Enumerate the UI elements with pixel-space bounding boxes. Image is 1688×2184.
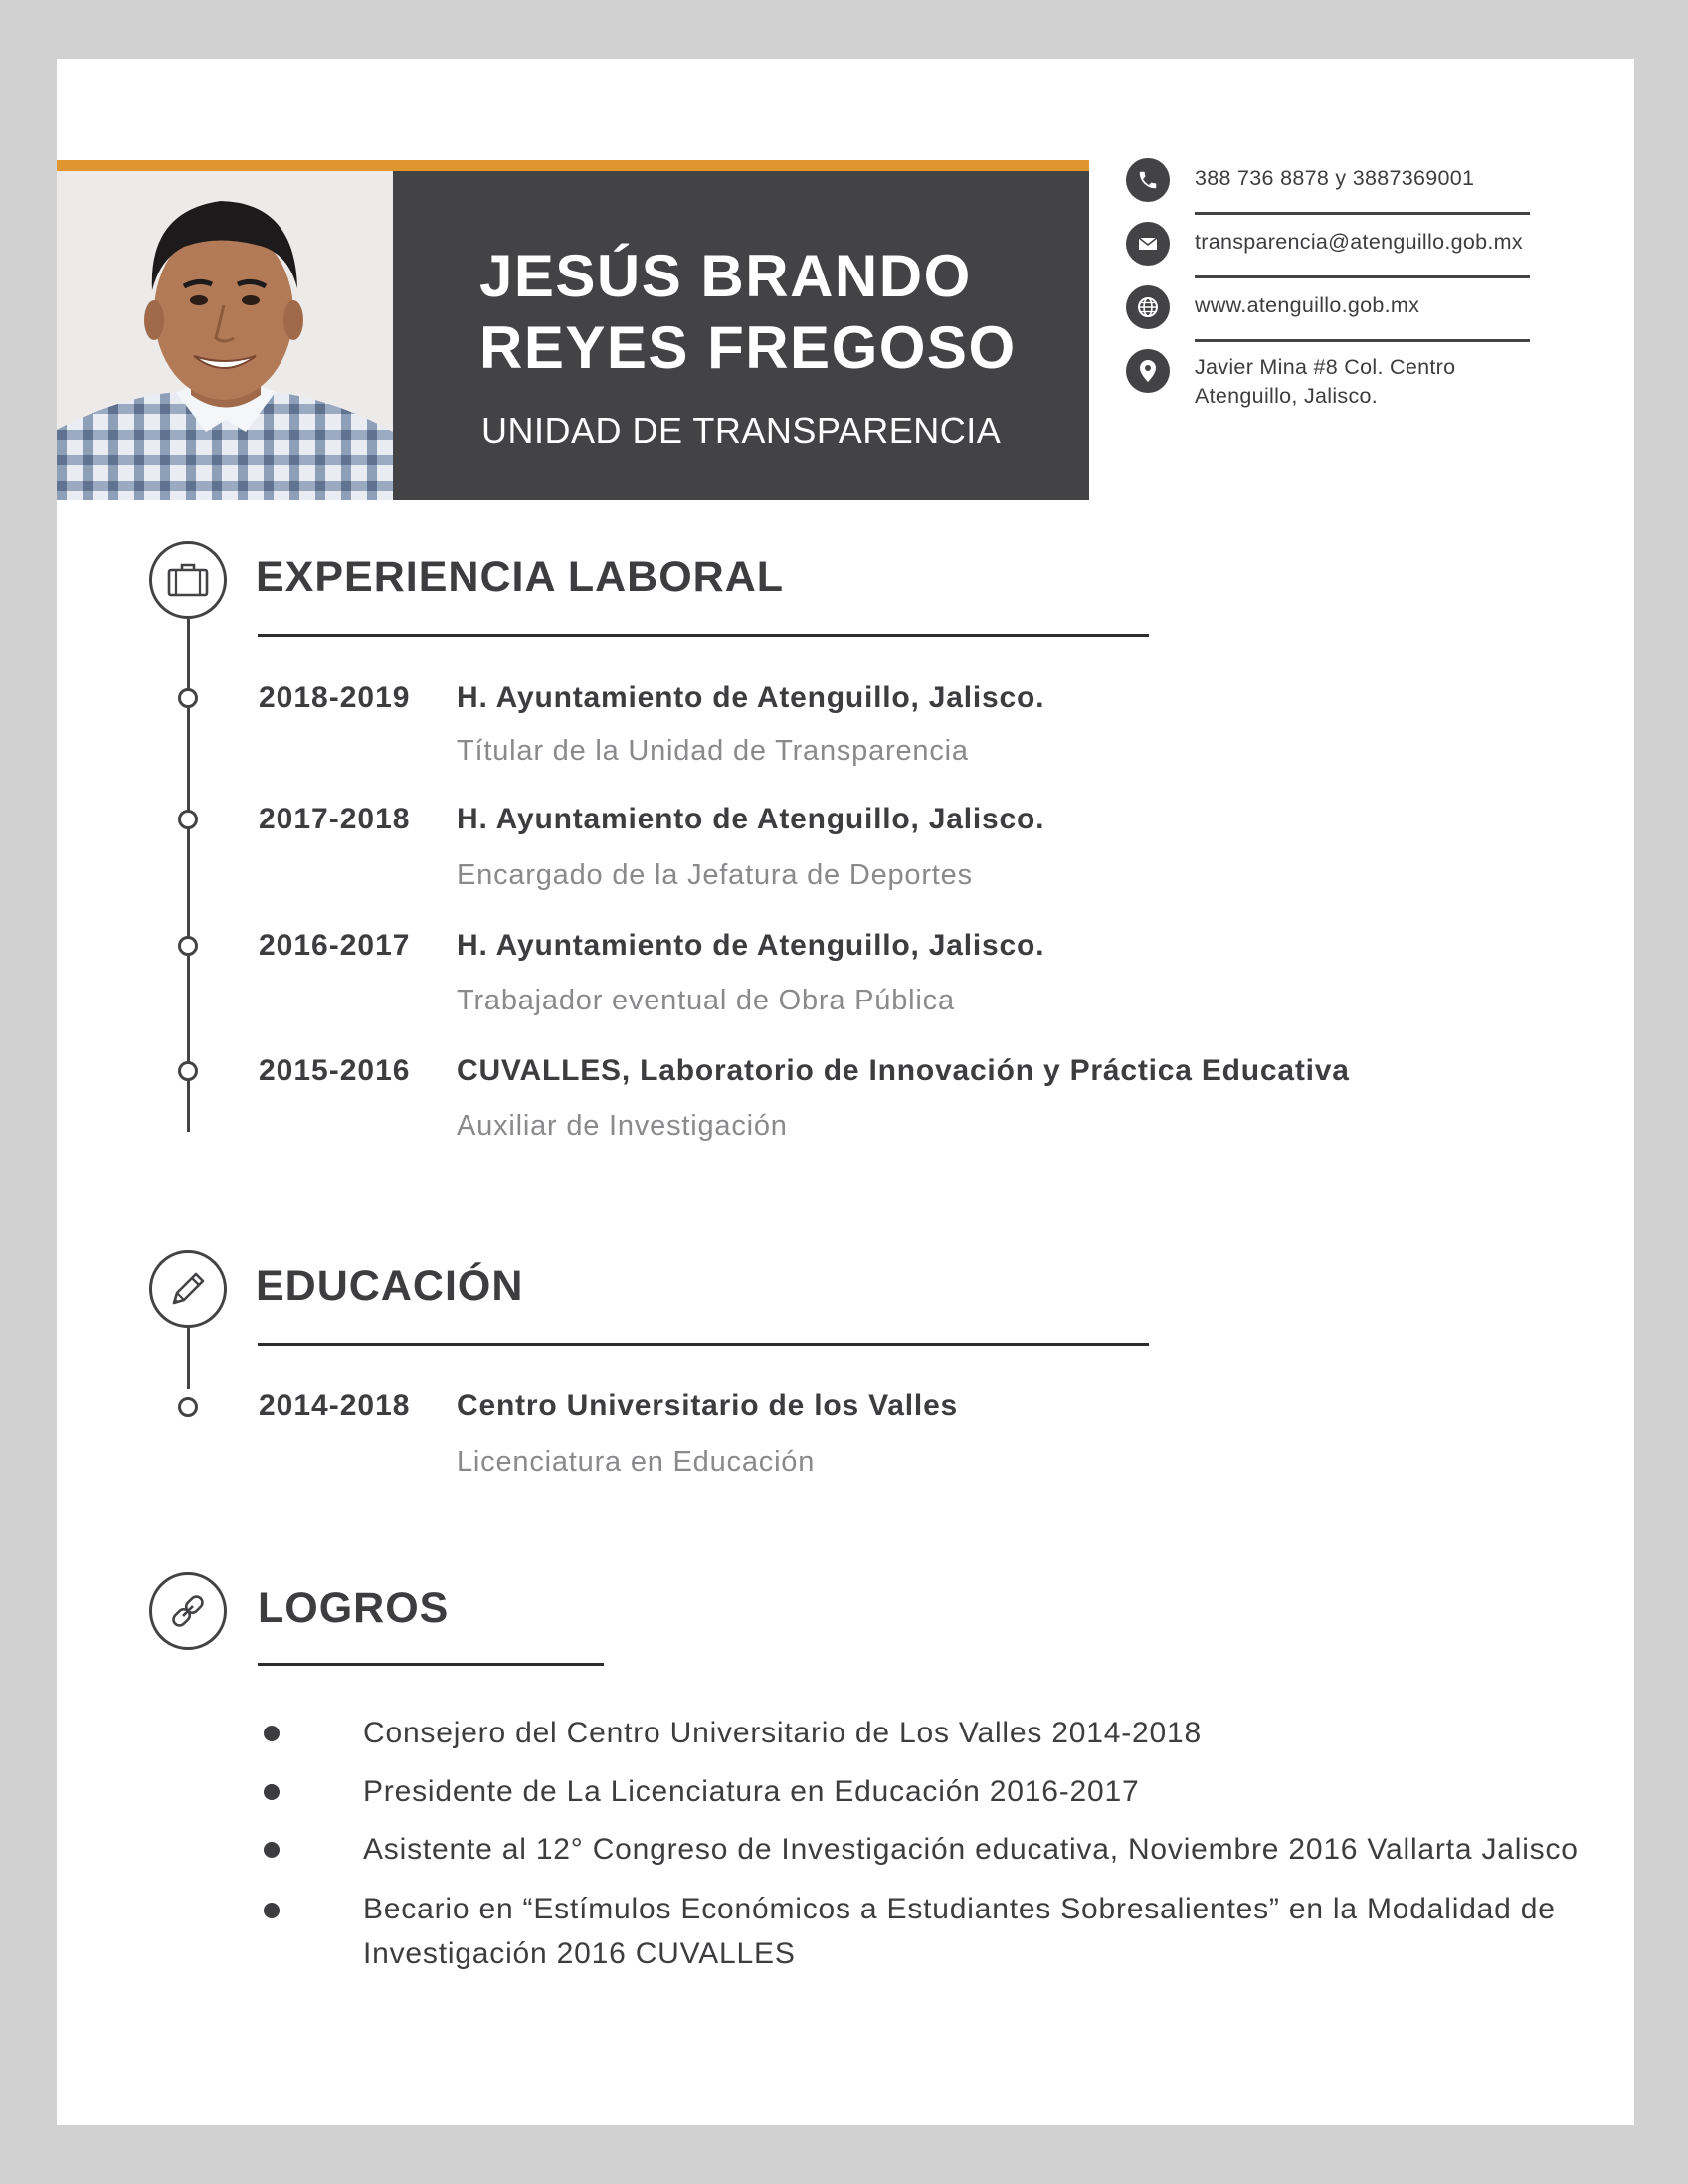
divider	[1195, 339, 1530, 342]
achievements-heading: LOGROS	[258, 1584, 450, 1632]
globe-icon	[1126, 285, 1170, 329]
achievement-text: Asistente al 12° Congreso de Investigación educativa, Noviembre 2016 Vallarta Jalisco	[363, 1833, 1579, 1866]
name-line-1: JESÚS BRANDO	[479, 243, 972, 309]
phone-number: 388 736 8878 y 3887369001	[1195, 166, 1475, 190]
profile-photo	[57, 171, 393, 500]
bullet	[264, 1726, 280, 1741]
name-banner	[393, 171, 1089, 500]
divider	[1195, 212, 1530, 215]
envelope-icon	[1126, 222, 1170, 266]
address-line-1: Javier Mina #8 Col. Centro	[1195, 355, 1456, 379]
resume-page	[57, 59, 1634, 2125]
timeline-dot	[178, 810, 198, 829]
timeline-dot	[178, 936, 198, 956]
section-divider	[258, 1343, 1149, 1346]
timeline-dot	[178, 688, 198, 708]
achievement-text: Becario en “Estímulos Económicos a Estudiantes Sobresalientes” en la Modalidad de Investigación 2016 CUVALLES	[363, 1893, 1556, 1970]
education-degree: Licenciatura en Educación	[457, 1446, 816, 1478]
full-name	[479, 241, 1017, 384]
experience-heading: EXPERIENCIA LABORAL	[256, 553, 785, 601]
experience-organization: H. Ayuntamiento de Atenguillo, Jalisco.	[457, 929, 1045, 962]
education-heading: EDUCACIÓN	[256, 1262, 524, 1310]
timeline-line	[187, 1328, 190, 1389]
accent-bar	[57, 160, 1089, 171]
experience-years: 2018-2019	[259, 681, 411, 714]
experience-organization: H. Ayuntamiento de Atenguillo, Jalisco.	[457, 681, 1045, 714]
bullet	[264, 1784, 280, 1800]
experience-role: Auxiliar de Investigación	[457, 1110, 788, 1142]
education-years: 2014-2018	[259, 1389, 411, 1422]
address-line-2: Atenguillo, Jalisco.	[1195, 384, 1379, 408]
website-link[interactable]: www.atenguillo.gob.mx	[1195, 293, 1420, 317]
email-link[interactable]: transparencia@atenguillo.gob.mx	[1195, 230, 1523, 254]
achievement-text: Presidente de La Licenciatura en Educación 2016-2017	[363, 1775, 1140, 1808]
section-divider	[258, 1663, 604, 1666]
timeline-dot	[178, 1061, 198, 1081]
experience-organization: H. Ayuntamiento de Atenguillo, Jalisco.	[457, 803, 1045, 835]
name-line-2: REYES FREGOSO	[479, 314, 1017, 381]
experience-years: 2016-2017	[259, 929, 411, 962]
bullet	[264, 1903, 280, 1918]
department-title: UNIDAD DE TRANSPARENCIA	[481, 410, 1002, 451]
section-divider	[258, 634, 1149, 637]
achievement-text: Consejero del Centro Universitario de Los Valles 2014-2018	[363, 1717, 1202, 1749]
briefcase-icon	[149, 541, 227, 619]
phone-icon	[1126, 158, 1170, 202]
divider	[1195, 275, 1530, 278]
address	[1195, 353, 1455, 411]
experience-years: 2017-2018	[259, 803, 411, 835]
experience-organization: CUVALLES, Laboratorio de Innovación y Práctica Educativa	[457, 1054, 1350, 1087]
link-icon	[149, 1572, 227, 1650]
bullet	[264, 1842, 280, 1858]
education-institution: Centro Universitario de los Valles	[457, 1389, 959, 1422]
experience-role: Títular de la Unidad de Transparencia	[457, 735, 969, 767]
experience-role: Encargado de la Jefatura de Deportes	[457, 859, 973, 891]
timeline-dot	[178, 1397, 198, 1417]
experience-years: 2015-2016	[259, 1054, 411, 1087]
map-pin-icon	[1126, 349, 1170, 393]
pencil-icon	[149, 1250, 227, 1328]
experience-role: Trabajador eventual de Obra Pública	[457, 985, 955, 1016]
